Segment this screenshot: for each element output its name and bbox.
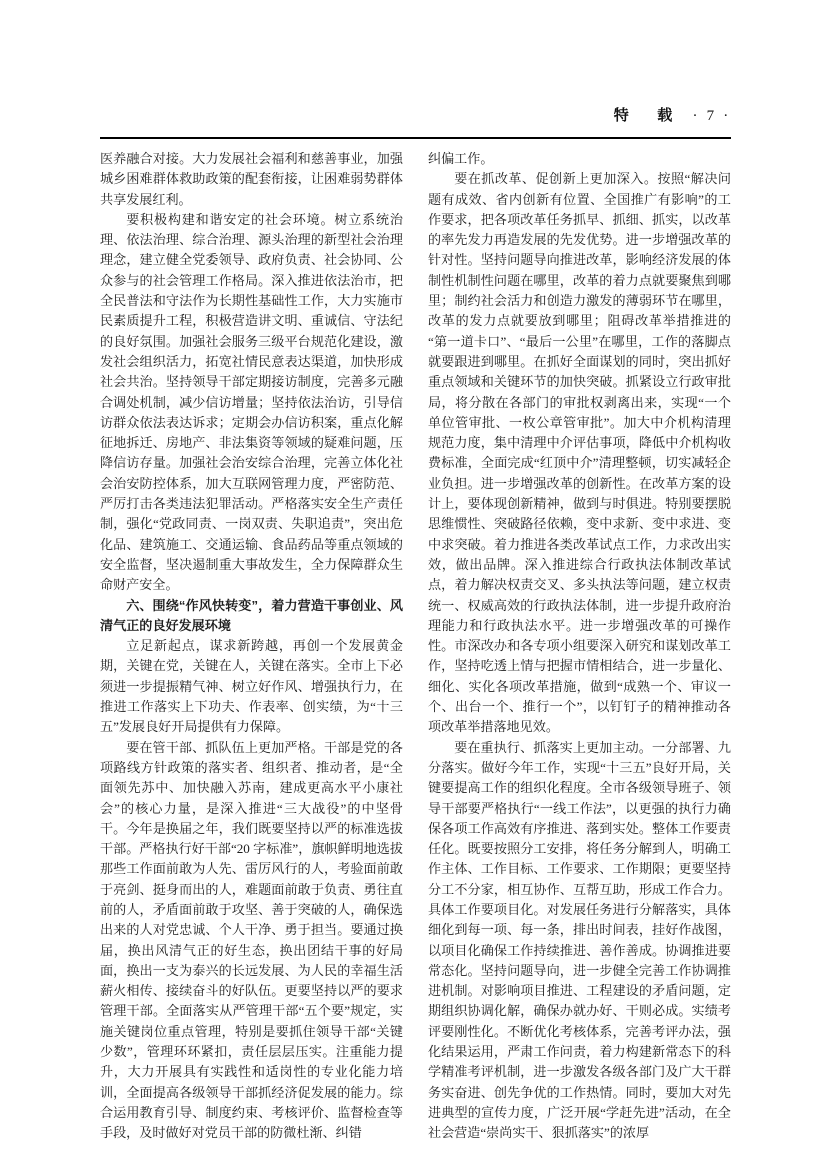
header-rule bbox=[100, 137, 731, 139]
page-number: · 7 · bbox=[692, 108, 731, 124]
body-paragraph: 要在管干部、抓队伍上更加严格。干部是党的各项路线方针政策的落实者、组织者、推动者，是“全面领先苏中、加快融入苏南，建成更高水平小康社会”的核心力量，是深入推进“三大战役”的中坚骨干。今年是换届之年，我们既要坚持以严的标准选拔干部。严格执行好干部“20 字标准”，旗帜鲜明地选拔那些工作面前敢为人先、雷厉风行的人，考验面前敢于亮剑、挺身而出的人，难题面前敢于负责、勇往直前的人，矛盾面前敢于攻坚、善于突破的人，确保选出来的人对党忠诚、个人干净、勇于担当。要通过换届，换出风清气正的好生态，换出团结干事的好局面，换出一支为泰兴的长远发展、为人民的幸福生活薪火相传、接续奋斗的好队伍。更要坚持以严的要求管理干部。全面落实从严管理干部“五个要”规定，实施关键岗位重点管理，特别是要抓住领导干部“关键少数”，管理环环紧扣，责任层层压实。注重能力提升，大力开展具有实践性和适岗性的专业化能力培训，全面提高各级领导干部抓经济促发展的能力。综合运用教育引导、制度约束、考核评价、监督检查等手段，及时做好对党员干部的防微杜渐、纠错 bbox=[100, 739, 403, 1141]
body-paragraph: 医养融合对接。大力发展社会福利和慈善事业，加强城乡困难群体救助政策的配套衔接，让困难弱势群体共享发展红利。 bbox=[100, 151, 403, 207]
body-paragraph: 立足新起点，谋求新跨越，再创一个发展黄金期，关键在党，关键在人，关键在落实。全市上下必须进一步提振精气神、树立好作风、增强执行力，在推进工作落实上下功夫、作表率、创实绩，为“十三五”发展良好开局提供有力保障。 bbox=[100, 638, 403, 735]
body-paragraph: 纠偏工作。 bbox=[428, 151, 494, 166]
section-label: 特 载 bbox=[613, 108, 679, 124]
body-paragraph: 要积极构建和谐安定的社会环境。树立系统治理、依法治理、综合治理、源头治理的新型社会治理理念，建立健全党委领导、政府负责、社会协同、公众参与的社会管理工作格局。深入推进依法治市，把全民普法和守法作为长期性基础性工作，大力实施市民素质提升工程，积极营造讲文明、重诚信、守法纪的良好氛围。加强社会服务三级平台规范化建设，激发社会组织活力，拓宽社情民意表达渠道，加快形成社会共治。坚持领导干部定期接访制度，完善多元融合调处机制，减少信访增量；坚持依法治访，引导信访群众依法表达诉求；定期会办信访积案，重点化解征地拆迁、房地产、非法集资等领域的疑难问题，压降信访存量。加强社会治安综合治理，完善立体化社会治安防控体系，加大互联网管理力度，严密防范、严厉打击各类违法犯罪活动。严格落实安全生产责任制，强化“党政同责、一岗双责、失职追责”，突出危化品、建筑施工、交通运输、食品药品等重点领域的安全监督，坚决遏制重大事故发生，全力保障群众生命财产安全。 bbox=[100, 211, 403, 593]
body-paragraph: 要在重执行、抓落实上更加主动。一分部署、九分落实。做好今年工作，实现“十三五”良好开局，关键要提高工作的组织化程度。全市各级领导班子、领导干部要严格执行“一线工作法”，以更强的执行力确保各项工作高效有序推进、落到实处。整体工作要责任化。既要按照分工安排，将任务分解到人，明确工作主体、工作目标、工作要求、工作期限；更要坚持分工不分家，相互协作、互帮互助，形成工作合力。具体工作要项目化。对发展任务进行分解落实，具体细化到每一项、每一条，排出时间表，挂好作战图，以项目化确保工作持续推进、善作善成。协调推进要常态化。坚持问题导向，进一步健全完善工作协调推进机制。对影响项目推进、工程建设的矛盾问题，定期组织协调化解，确保办就办好、干则必成。实绩考评要刚性化。不断优化考核体系，完善考评办法，强化结果运用，严肃工作问责，着力构建新常态下的科学精准考评机制，进一步激发各级各部门及广大干群务实奋进、创先争优的工作热情。同时，要加大对先进典型的宣传力度，广泛开展“学赶先进”活动，在全社会营造“崇尚实干、狠抓落实”的浓厚 bbox=[428, 739, 731, 1141]
column-right bbox=[428, 149, 731, 1144]
section-heading: 六、围绕“作风快转变”，着力营造干事创业、风清气正的良好发展环境 bbox=[100, 597, 403, 633]
text-columns bbox=[100, 149, 731, 1144]
page-header bbox=[100, 104, 731, 125]
column-left bbox=[100, 149, 403, 1144]
body-paragraph: 要在抓改革、促创新上更加深入。按照“解决问题有成效、省内创新有位置、全国推广有影响”的工作要求，把各项改革任务抓早、抓细、抓实，以改革的率先发力再造发展的先发优势。进一步增强改革的针对性。坚持问题导向推进改革，影响经济发展的体制性机制性问题在哪里，改革的着力点就要聚焦到哪里；制约社会活力和创造力激发的薄弱环节在哪里，改革的发力点就要放到哪里；阻碍改革举措推进的“第一道卡口”、“最后一公里”在哪里，工作的落脚点就要跟进到哪里。在抓好全面谋划的同时，突出抓好重点领域和关键环节的加快突破。抓紧设立行政审批局，将分散在各部门的审批权剥离出来，实现“一个单位管审批、一枚公章管审批”。加大中介机构清理规范力度，集中清理中介评估事项，降低中介机构收费标准，全面完成“红顶中介”清理整顿，切实减轻企业负担。进一步增强改革的创新性。在改革方案的设计上，要体现创新精神，做到与时俱进。特别要摆脱思维惯性、突破路径依赖，变中求新、变中求进、变中求突破。着力推进各类改革试点工作，力求改出实效，做出品牌。深入推进综合行政执法体制改革试点，着力解决权责交叉、多头执法等问题，建立权责统一、权威高效的行政执法体制，进一步提升政府治理能力和行政执法水平。进一步增强改革的可操作性。市深改办和各专项小组要深入研究和谋划改革工作，坚持吃透上情与把握市情相结合，进一步量化、细化、实化各项改革措施，做到“成熟一个、审议一个、出台一个、推行一个”，以钉钉子的精神推动各项改革举措落地见效。 bbox=[428, 171, 731, 735]
